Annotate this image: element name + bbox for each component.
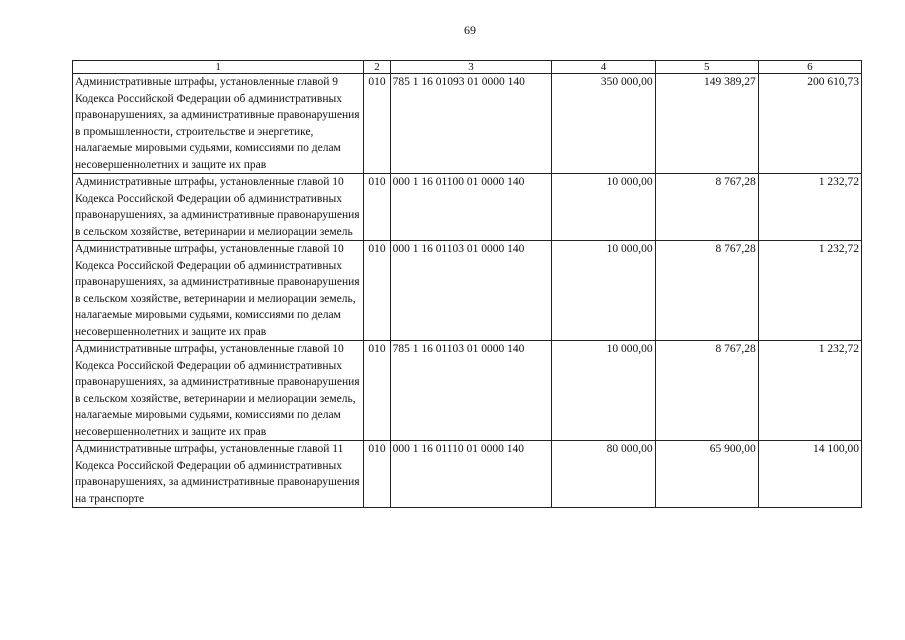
column-header: 4	[552, 61, 655, 74]
column-header: 5	[655, 61, 758, 74]
budget-classification-code: 000 1 16 01100 01 0000 140	[390, 174, 552, 241]
budget-classification-code: 785 1 16 01103 01 0000 140	[390, 341, 552, 441]
table-row	[73, 441, 862, 508]
approved-amount: 80 000,00	[552, 441, 655, 508]
unexecuted-amount: 1 232,72	[758, 341, 861, 441]
approved-amount: 10 000,00	[552, 341, 655, 441]
table-row	[73, 174, 862, 241]
unexecuted-amount: 1 232,72	[758, 174, 861, 241]
budget-classification-code: 785 1 16 01093 01 0000 140	[390, 74, 552, 174]
line-code: 010	[364, 441, 390, 508]
approved-amount: 10 000,00	[552, 241, 655, 341]
column-header: 3	[390, 61, 552, 74]
column-header: 6	[758, 61, 861, 74]
line-code: 010	[364, 241, 390, 341]
line-code: 010	[364, 74, 390, 174]
executed-amount: 65 900,00	[655, 441, 758, 508]
revenue-name: Административные штрафы, установленные главой 10 Кодекса Российской Федерации об административных правонарушениях, за административные правонарушения в сельском хозяйстве, ветеринарии и мелиорации земель	[73, 174, 364, 241]
budget-classification-code: 000 1 16 01110 01 0000 140	[390, 441, 552, 508]
table-row	[73, 241, 862, 341]
line-code: 010	[364, 174, 390, 241]
budget-table	[72, 60, 862, 508]
revenue-name: Административные штрафы, установленные главой 10 Кодекса Российской Федерации об административных правонарушениях, за административные правонарушения в сельском хозяйстве, ветеринарии и мелиорации земель, налагаемые мировыми судьями, комиссиями по делам несовершеннолетних и защите их прав	[73, 241, 364, 341]
approved-amount: 10 000,00	[552, 174, 655, 241]
executed-amount: 149 389,27	[655, 74, 758, 174]
executed-amount: 8 767,28	[655, 241, 758, 341]
revenue-name: Административные штрафы, установленные главой 9 Кодекса Российской Федерации об административных правонарушениях, за административные правонарушения в промышленности, строительстве и энергетике, налагаемые мировыми судьями, комиссиями по делам несовершеннолетних и защите их прав	[73, 74, 364, 174]
revenue-name: Административные штрафы, установленные главой 10 Кодекса Российской Федерации об административных правонарушениях, за административные правонарушения в сельском хозяйстве, ветеринарии и мелиорации земель, налагаемые мировыми судьями, комиссиями по делам несовершеннолетних и защите их прав	[73, 341, 364, 441]
line-code: 010	[364, 341, 390, 441]
column-header: 1	[73, 61, 364, 74]
table-header-row	[73, 61, 862, 74]
executed-amount: 8 767,28	[655, 341, 758, 441]
column-header: 2	[364, 61, 390, 74]
unexecuted-amount: 1 232,72	[758, 241, 861, 341]
revenue-name: Административные штрафы, установленные главой 11 Кодекса Российской Федерации об административных правонарушениях, за административные правонарушения на транспорте	[73, 441, 364, 508]
table-row	[73, 74, 862, 174]
unexecuted-amount: 200 610,73	[758, 74, 861, 174]
executed-amount: 8 767,28	[655, 174, 758, 241]
page-number: 69	[464, 23, 476, 37]
table-row	[73, 341, 862, 441]
unexecuted-amount: 14 100,00	[758, 441, 861, 508]
approved-amount: 350 000,00	[552, 74, 655, 174]
budget-classification-code: 000 1 16 01103 01 0000 140	[390, 241, 552, 341]
